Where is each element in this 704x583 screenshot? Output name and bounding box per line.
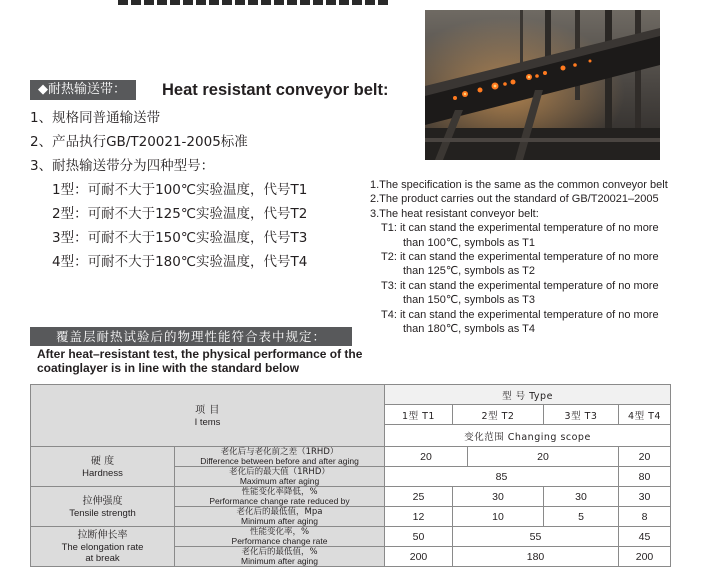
cn-type-line: 1型：可耐不大于100℃实验温度，代号T1: [52, 182, 308, 198]
elongation-change-t1: 50: [385, 527, 453, 547]
clipped-heading-strip: [118, 0, 388, 5]
cn-type-line: 4型：可耐不大于180℃实验温度，代号T4: [52, 254, 308, 270]
hardness-max-t4: 80: [619, 467, 671, 487]
param-en: Performance change rate reduced by: [209, 495, 350, 506]
tensile-change-t3: 30: [544, 487, 619, 507]
en-type-line: T4: it can stand the experimental temperature of no more: [381, 308, 659, 321]
cn-type-line: 2型：可耐不大于125℃实验温度，代号T2: [52, 206, 308, 222]
elongation-min-label: [175, 547, 385, 567]
elongation-en-line2: at break: [85, 553, 120, 564]
items-header-cn: 项 目: [195, 404, 220, 416]
param-en: Minimum after aging: [240, 555, 318, 566]
en-spec-line: 3.The heat resistant conveyor belt:: [370, 207, 539, 220]
param-cn: 老化后的最大值（1RHD）: [229, 466, 330, 477]
table-title-line: coatinglayer is in line with the standard below: [37, 361, 300, 375]
tensile-en: Tensile strength: [69, 507, 136, 519]
table-row: [31, 527, 671, 547]
en-type-line: T3: it can stand the experimental temperature of no more: [381, 279, 659, 292]
en-type-line: T1: it can stand the experimental temperature of no more: [381, 222, 659, 235]
cn-type-line: 3型：可耐不大于150℃实验温度，代号T3: [52, 230, 308, 246]
hardness-category-cell: [31, 447, 175, 487]
chinese-spec-list: [30, 106, 307, 274]
tensile-min-label: [175, 507, 385, 527]
conveyor-belt-photo: [425, 10, 660, 160]
table-title: [37, 347, 362, 375]
en-type-line: than 125℃, symbols as T2: [403, 265, 535, 278]
type-t1-header: 1型 T1: [385, 405, 453, 425]
changing-scope-header: 变化范围 Changing scope: [385, 425, 671, 447]
tensile-min-t2: 10: [453, 507, 544, 527]
items-header-cell: [31, 385, 385, 447]
tensile-change-label: [175, 487, 385, 507]
en-type-line: than 150℃, symbols as T3: [403, 294, 535, 307]
elongation-en-line1: The elongation rate: [61, 542, 144, 553]
elongation-min-t2-t3: 180: [453, 547, 619, 567]
table-title-line: After heat–resistant test, the physical performance of the: [37, 347, 363, 361]
english-spec-list: [370, 178, 668, 336]
cn-spec-line: 3、耐热输送带分为四种型号：: [30, 158, 215, 174]
performance-table: [30, 384, 671, 567]
param-cn: 老化后的最低值，Mpa: [236, 506, 323, 517]
hardness-max-t1-t3: 85: [385, 467, 619, 487]
tensile-change-t2: 30: [453, 487, 544, 507]
param-en: Minimum after aging: [240, 515, 318, 526]
tensile-change-t4: 30: [619, 487, 671, 507]
param-cn: 性能变化率降低，%: [241, 486, 318, 497]
table-banner: 覆盖层耐热试验后的物理性能符合表中规定：: [30, 327, 352, 346]
type-t3-header: 3型 T3: [544, 405, 619, 425]
en-spec-line: 1.The specification is the same as the common conveyor belt: [370, 179, 668, 191]
conveyor-photo-illustration: [425, 10, 660, 160]
hardness-cn: 硬 度: [90, 455, 115, 467]
elongation-change-label: [175, 527, 385, 547]
tensile-min-t1: 12: [385, 507, 453, 527]
elongation-cn: 拉断伸长率: [77, 530, 128, 541]
table-row: [31, 487, 671, 507]
tensile-category-cell: [31, 487, 175, 527]
cn-spec-line: 1、规格同普通输送带: [30, 110, 161, 126]
param-en: Performance change rate: [231, 535, 328, 546]
hardness-diff-label: [175, 447, 385, 467]
elongation-change-t2-t3: 55: [453, 527, 619, 547]
en-spec-line: 2.The product carries out the standard of GB/T20021–2005: [370, 193, 659, 206]
type-t2-header: 2型 T2: [453, 405, 544, 425]
param-cn: 性能变化率，%: [249, 526, 310, 537]
en-type-line: than 180℃, symbols as T4: [403, 322, 535, 335]
hardness-max-label: [175, 467, 385, 487]
param-cn: 老化后与老化前之差（1RHD）: [220, 446, 339, 457]
hardness-diff-t4: 20: [619, 447, 671, 467]
param-en: Maximum after aging: [239, 475, 320, 486]
tensile-cn: 拉伸强度: [82, 495, 123, 507]
en-type-line: T2: it can stand the experimental temperature of no more: [381, 250, 659, 263]
elongation-category-cell: [31, 527, 175, 567]
cn-spec-line: 2、产品执行GB/T20021-2005标准: [30, 134, 248, 150]
table-row: [31, 447, 671, 467]
tensile-min-t4: 8: [619, 507, 671, 527]
type-t4-header: 4型 T4: [619, 405, 671, 425]
param-cn: 老化后的最低值，%: [241, 546, 318, 557]
elongation-min-t1: 200: [385, 547, 453, 567]
table-row: [31, 385, 671, 405]
type-header-cell: 型 号 Type: [385, 385, 671, 405]
tensile-change-t1: 25: [385, 487, 453, 507]
hardness-diff-t3: 20: [468, 447, 619, 467]
items-header-en: I tems: [194, 416, 221, 428]
heat-resistant-banner-tag: ◆耐热输送带：: [30, 80, 136, 100]
hardness-en: Hardness: [82, 467, 123, 479]
hardness-diff-t1-t2: 20: [385, 447, 468, 467]
param-en: Difference between before and after aging: [200, 455, 359, 466]
en-type-line: than 100℃, symbols as T1: [403, 236, 535, 249]
elongation-change-t4: 45: [619, 527, 671, 547]
tensile-min-t3: 5: [544, 507, 619, 527]
heat-resistant-title: Heat resistant conveyor belt:: [162, 81, 389, 99]
elongation-min-t4: 200: [619, 547, 671, 567]
